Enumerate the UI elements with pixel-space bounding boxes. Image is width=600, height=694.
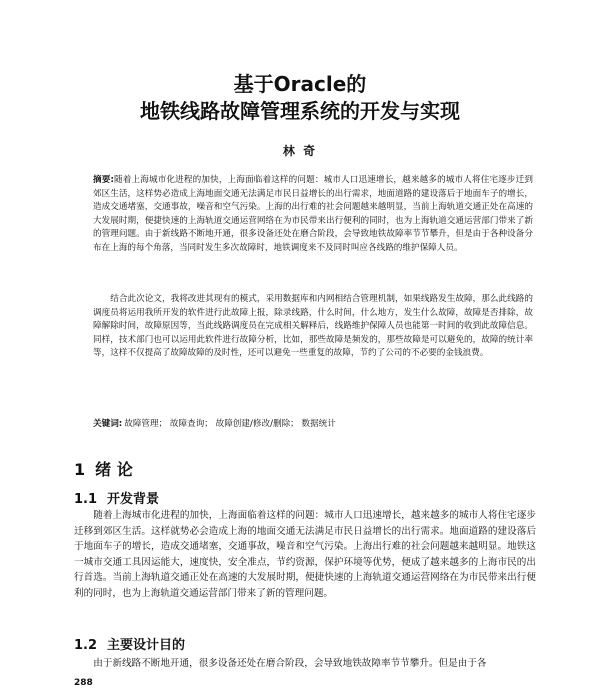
page-number: 288 [74,678,93,688]
title-line-2: 地铁线路故障管理系统的开发与实现 [140,99,460,123]
body-paragraph-1-2: 由于新线路不断地开通，很多设备还处在磨合阶段，会导致地铁故障率节节攀升。但是由于各 [93,658,487,669]
subsection-title: 主要设计目的 [107,638,186,653]
abstract-label: 摘要: [93,175,114,185]
subsection-number: 1.2 [74,638,98,653]
subsection-number: 1.1 [74,492,98,507]
abstract-paragraph-1 [93,174,533,255]
abstract-paragraph-2: 结合此次论文，我将改进其现有的模式，采用数据库和内网相结合管理机制，如果线路发生故障，那么此线路的调度员将运用我所开发的软件进行此故障上报，除录线路，什么时间，什么地方，发生什么故障，故障是否排除，故障解除时间，故障原因等，当此线路调度员在完成相关解释后，线路维护保障人员也能第一时间的收到此故障信息。同样，技术部门也可以运用此软件进行故障分析，比如，那些故障是频发的，那些故障是可以避免的，故障的统计率等，这样不仅提高了故障故障的及时性，还可以避免一些重复的故障，节约了公司的不必要的金钱浪费。 [93,294,533,358]
keywords [93,417,533,429]
title-line-1: 基于Oracle的 [233,72,367,96]
keywords-label: 关键词: [93,419,123,429]
subsection-heading-1-1 [74,488,159,507]
body-paragraph-1-1: 随着上海城市化进程的加快，上海面临着这样的问题：城市人口迅速增长，越来越多的城市人将住宅逐步迁移到郊区生活。这样就势必会造成上海的地面交通无法满足市民日益增长的出行需求。地面道路的建设落后于地面车子的增长，造成交通堵塞，交通事故，噪音和空气污染。上海出行难的社会问题越来越明显。地铁这一城市交通工具因运能大，速度快，安全准点，节约资源，保护环境等优势，便成了越来越多的上海市民的出行首选。当前上海轨道交通正处在高速的大发展时期，便捷快速的上海轨道交通运营网络在为市民带来出行便利的同时，也为上海轨道交通运营部门带来了新的管理问题。 [74,510,536,599]
keywords-text: 故障管理； 故障查询； 故障创建/修改/删除； 数据统计 [124,419,336,429]
section-heading-1 [74,457,133,480]
section-number: 1 [74,460,86,479]
subsection-heading-1-2 [74,634,185,653]
section-title: 绪 论 [95,460,133,479]
abstract-text-1: 随着上海城市化进程的加快，上海面临着这样的问题：城市人口迅速增长，越来越多的城市人将住宅逐步迁到郊区生活，这样势必造成上海地面交通无法满足市民日益增长的出行需求，地面道路的建设落后于地面车子的增长，造成交通堵塞，交通事故，噪音和空气污染。上海的出行难的社会问题越来越明显，当前上海轨道交通正处在高速的大发展时期，便捷快速的上海轨道交通运营网络在为市民带来出行便利的同时，也为上海轨道交通运营部门带来了新的管理问题。由于新线路不断地开通，很多设备还处在磨合阶段，会导致地铁故障率节节攀升，但是由于各种设备分布在上海的每个角落，当同时发生多次故障时，地铁调度来不及同时叫应各线路的维护保障人员。 [93,175,533,253]
subsection-title: 开发背景 [107,492,160,507]
author: 林 奇 [282,144,318,158]
